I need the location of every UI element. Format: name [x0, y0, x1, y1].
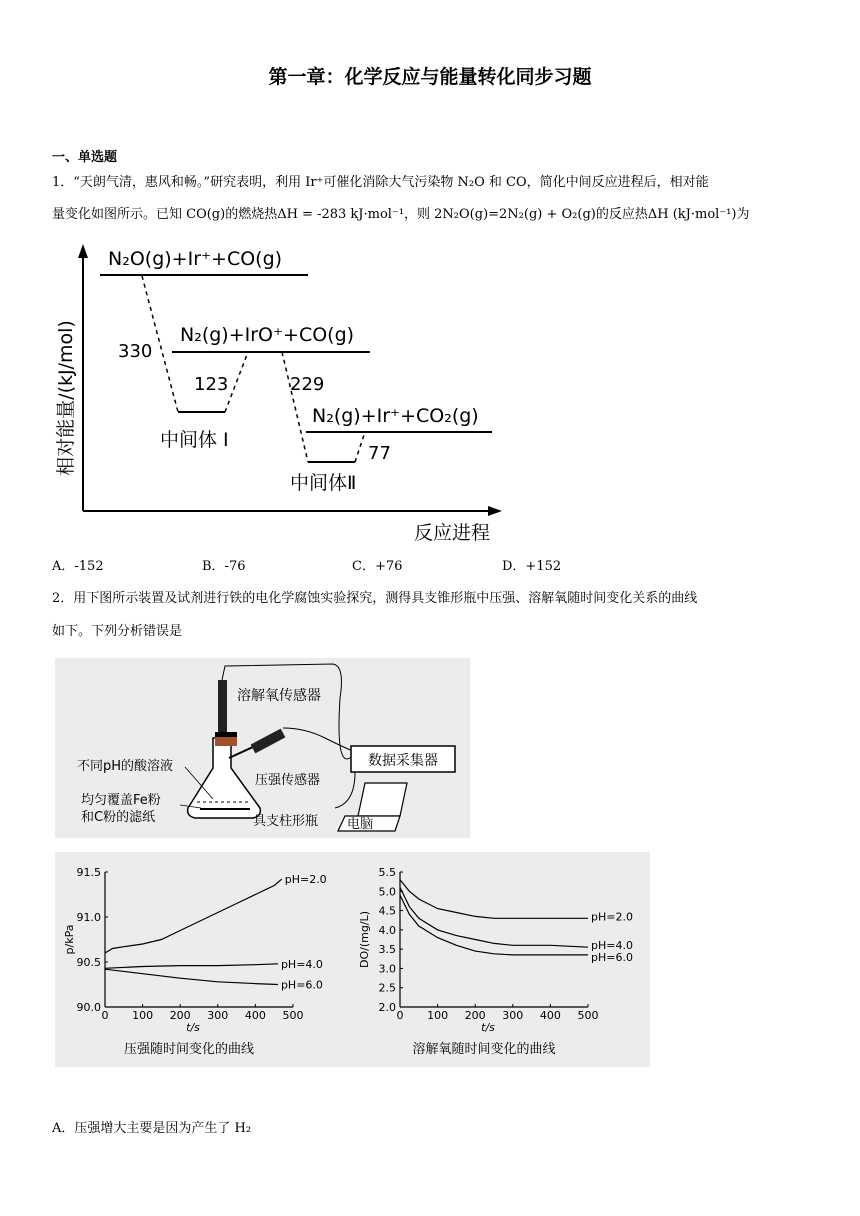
paper-label-2: 和C粉的滤纸: [81, 810, 156, 825]
chart1-y-tick-label: 90.0: [76, 1001, 101, 1014]
value-229: 229: [290, 374, 325, 395]
chart1-series-label: pH=6.0: [280, 978, 323, 992]
chart2-y-tick-label: 5.0: [378, 885, 396, 899]
chart1-y-tick-label: 90.5: [76, 956, 101, 969]
chart1-y-tick-label: 91.0: [76, 911, 101, 924]
value-330: 330: [118, 341, 153, 362]
energy-x-arrow: [488, 506, 502, 516]
chart2-x-tick-label: 100: [427, 1009, 449, 1022]
energy-diagram: [50, 238, 510, 548]
chart2-y-tick-label: 2.5: [378, 981, 396, 995]
computer-label: 电脑: [347, 817, 374, 832]
state-1-label: N₂O(g)+Ir⁺+CO(g): [108, 248, 283, 270]
energy-xlabel: 反应进程: [413, 522, 491, 544]
state-2-label: N₂(g)+IrO⁺+CO(g): [180, 324, 355, 346]
question-2-line-2: 如下。下列分析错误是: [52, 624, 183, 639]
chart2-y-tick-label: 5.5: [378, 866, 396, 879]
do-sensor-label: 溶解氧传感器: [237, 688, 321, 704]
chart1-ylabel: p/kPa: [63, 924, 76, 955]
data-collector-label: 数据采集器: [368, 753, 438, 769]
charts-figure: [55, 852, 650, 1067]
chart2-y-tick-label: 3.0: [378, 962, 396, 976]
chart1-x-tick-label: 300: [207, 1009, 229, 1022]
section-heading: 一、单选题: [52, 150, 118, 165]
chart2-y-tick-label: 4.0: [378, 923, 396, 937]
chart2-xlabel: t/s: [481, 1021, 495, 1034]
chart2-x-tick-label: 300: [502, 1009, 524, 1022]
chart2-x-tick-label: 0: [396, 1009, 404, 1022]
chart2-y-tick-label: 2.0: [378, 1001, 396, 1014]
chart1-series-label: pH=2.0: [284, 873, 327, 887]
energy-ylabel: 相对能量/(kJ/mol): [55, 320, 77, 476]
question-1-line-2: 量变化如图所示。已知 CO(g)的燃烧热ΔH = -283 kJ·mol⁻¹，则 2N₂O(g)=2N₂(g) + O₂(g)的反应热ΔH (kJ·mol⁻¹)为: [52, 207, 750, 222]
chart1-x-tick-label: 0: [101, 1009, 109, 1022]
question-2-option-a[interactable]: A．压强增大主要是因为产生了 H₂: [52, 1121, 252, 1136]
chart1-x-tick-label: 100: [132, 1009, 154, 1022]
chart2-y-tick-label: 3.5: [378, 943, 396, 957]
chart2-x-tick-label: 400: [539, 1009, 561, 1022]
charts-background: [55, 852, 650, 1067]
laptop-screen: [358, 783, 407, 816]
chart2-series-label: pH=6.0: [591, 950, 633, 964]
chart2-series-label: pH=2.0: [591, 910, 633, 924]
flask-label: 具支柱形瓶: [253, 814, 319, 829]
option-b[interactable]: B．-76: [202, 559, 246, 574]
acid-label: 不同pH的酸溶液: [77, 759, 174, 774]
value-77: 77: [368, 443, 391, 464]
energy-y-arrow: [78, 244, 88, 258]
state-3-label: N₂(g)+Ir⁺+CO₂(g): [312, 405, 479, 427]
chart2-series-label: pH=4.0: [591, 939, 633, 953]
intermediate-2-label: 中间体Ⅱ: [290, 472, 357, 494]
question-1-line-1: 1．“天朗气清，惠风和畅。”研究表明，利用 Ir⁺可催化消除大气污染物 N₂O 和 CO，简化中间反应进程后，相对能: [52, 175, 709, 190]
chart1-x-tick-label: 200: [169, 1009, 191, 1022]
option-d[interactable]: D．+152: [502, 559, 562, 574]
chart2-x-tick-label: 200: [464, 1009, 486, 1022]
chart1-y-tick-label: 91.5: [76, 866, 101, 879]
apparatus-diagram: [55, 658, 470, 838]
option-a[interactable]: A．-152: [52, 559, 104, 574]
chart2-x-tick-label: 500: [577, 1009, 599, 1022]
chart1-x-tick-label: 400: [244, 1009, 266, 1022]
page-title: 第一章：化学反应与能量转化同步习题: [268, 66, 592, 88]
option-c[interactable]: C．+76: [352, 559, 403, 574]
question-2-line-1: 2．用下图所示装置及试剂进行铁的电化学腐蚀实验探究，测得具支锥形瓶中压强、溶解氧随时间变化关系的曲线: [52, 591, 698, 606]
chart2-title: 溶解氧随时间变化的曲线: [412, 1042, 556, 1057]
pressure-sensor-label: 压强传感器: [255, 773, 321, 788]
chart2-y-tick-label: 4.5: [378, 904, 396, 918]
chart1-x-tick-label: 500: [282, 1009, 304, 1022]
chart1-title: 压强随时间变化的曲线: [123, 1042, 255, 1057]
chart2-ylabel: DO/(mg/L): [358, 911, 371, 968]
chart1-series-label: pH=4.0: [280, 957, 323, 971]
value-123: 123: [194, 374, 229, 395]
stopper-cap: [215, 732, 237, 737]
intermediate-1-label: 中间体 Ⅰ: [160, 429, 229, 451]
chart1-xlabel: t/s: [186, 1021, 200, 1034]
paper-label-1: 均匀覆盖Fe粉: [81, 793, 161, 808]
question-1-options: [52, 555, 652, 574]
stopper: [215, 736, 237, 746]
